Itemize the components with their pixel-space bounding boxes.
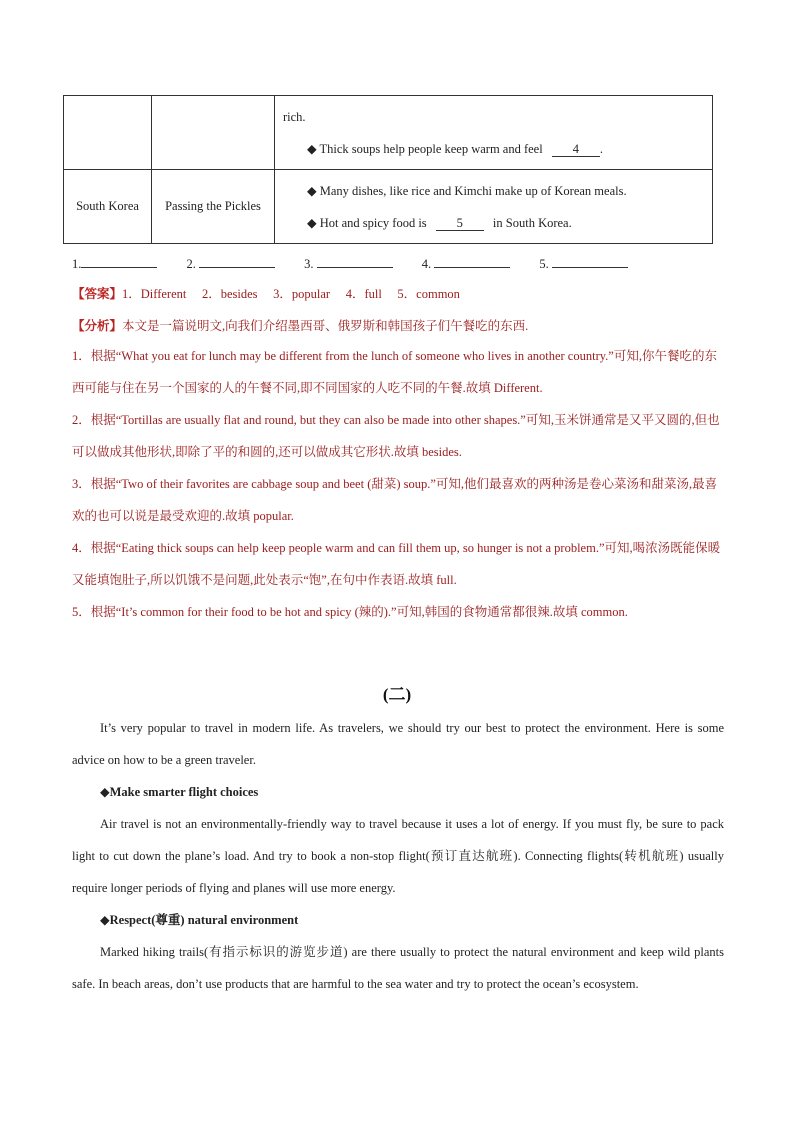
answer-text: 1．Different 2．besides 3．popular 4．full 5．common xyxy=(122,287,460,301)
blank-line xyxy=(199,254,275,268)
table-row xyxy=(64,170,713,244)
answer-line xyxy=(72,284,732,302)
explanation-1: 1．根据“What you eat for lunch may be different from the lunch of someone who lives in another country.”可知,你午餐吃的东西可能与住在另一个国家的人的午餐不同,即不同国家的人吃不同的午餐.故填 Different. xyxy=(72,349,717,395)
table-row xyxy=(64,96,713,170)
detail-text: ◆ Hot and spicy food is xyxy=(307,215,427,230)
analysis-text: 本文是一篇说明文,向我们介绍墨西哥、俄罗斯和韩国孩子们午餐吃的东西. xyxy=(122,319,529,333)
table-cell-details xyxy=(275,96,713,170)
answer-blank-4: 4 xyxy=(552,142,600,157)
blank-item xyxy=(72,254,157,272)
answer-label: 【答案】 xyxy=(72,287,123,301)
answer-blanks-row xyxy=(72,254,654,272)
explanation-3: 3．根据“Two of their favorites are cabbage soup and beet (甜菜) soup.”可知,他们最喜欢的两种汤是卷心菜汤和甜菜汤,最喜欢的也可以说是最受欢迎的.故填 popular. xyxy=(72,477,718,523)
blank-number: 4. xyxy=(421,257,432,271)
analysis-line xyxy=(72,316,732,334)
blank-number: 3. xyxy=(304,257,314,271)
detail-line: rich. xyxy=(283,109,306,124)
explanation-4: 4．根据“Eating thick soups can help keep people warm and can fill them up, so hunger is not a problem.”可知,喝浓汤既能保暖又能填饱肚子,所以饥饿不是问题,此处表示“饱”,在句中作表语.故填 full. xyxy=(72,541,721,587)
table-cell-details xyxy=(275,170,713,244)
table-cell-title: Passing the Pickles xyxy=(152,170,275,244)
blank-number: 1. xyxy=(72,257,82,271)
blank-item xyxy=(187,254,276,272)
detail-text: . xyxy=(599,141,603,156)
blank-item xyxy=(539,254,628,272)
passage-paragraph-1: Air travel is not an environmentally-friendly way to travel because it uses a lot of energy. If you must fly, be sure to pack light to cut down the plane’s load. And try to book a non-stop flight(预订直达航班). Connecting flights(转机航班) usually require longer periods of flying and planes will use more energy. xyxy=(72,817,724,895)
blank-line xyxy=(81,254,157,268)
passage-intro: It’s very popular to travel in modern life. As travelers, we should try our best to protect the environment. Here is some advice on how to be a green traveler. xyxy=(72,721,724,767)
table-cell-country: South Korea xyxy=(64,170,152,244)
detail-line: ◆ Many dishes, like rice and Kimchi make up of Korean meals. xyxy=(307,183,627,198)
passage-subheading-2: ◆Respect(尊重) natural environment xyxy=(100,913,299,927)
passage-paragraph-2: Marked hiking trails(有指示标识的游览步道) are there usually to protect the natural environment and keep wild plants safe. In beach areas, don’t use products that are harmful to the sea water and try to protect the ocean’s ecosystem. xyxy=(72,945,724,991)
detail-text: in South Korea. xyxy=(492,215,572,230)
explanation-5: 5．根据“It’s common for their food to be hot and spicy (辣的).”可知,韩国的食物通常都很辣.故填 common. xyxy=(72,605,628,619)
table-cell-country xyxy=(64,96,152,170)
detail-line xyxy=(283,207,712,239)
blank-item xyxy=(422,254,511,272)
lunch-table xyxy=(63,95,713,244)
blank-number: 5. xyxy=(539,257,549,271)
blank-line xyxy=(434,254,510,268)
explanation-2: 2．根据“Tortillas are usually flat and round, but they can also be made into other shapes.”可知,玉米饼通常是又平又圆的,但也可以做成其他形状,即除了平的和圆的,还可以做成其它形状.故填 besides. xyxy=(72,413,720,459)
answer-blank-5: 5 xyxy=(436,216,484,231)
blank-number: 2. xyxy=(186,257,196,271)
blank-item xyxy=(304,254,393,272)
passage-subheading-1: ◆Make smarter flight choices xyxy=(100,785,259,799)
blank-line xyxy=(317,254,393,268)
section-title: (二) xyxy=(382,685,412,704)
analysis-label: 【分析】 xyxy=(72,319,123,333)
detail-text: ◆ Thick soups help people keep warm and feel xyxy=(307,141,543,156)
table-cell-title xyxy=(152,96,275,170)
detail-line xyxy=(283,133,712,165)
blank-line xyxy=(552,254,628,268)
